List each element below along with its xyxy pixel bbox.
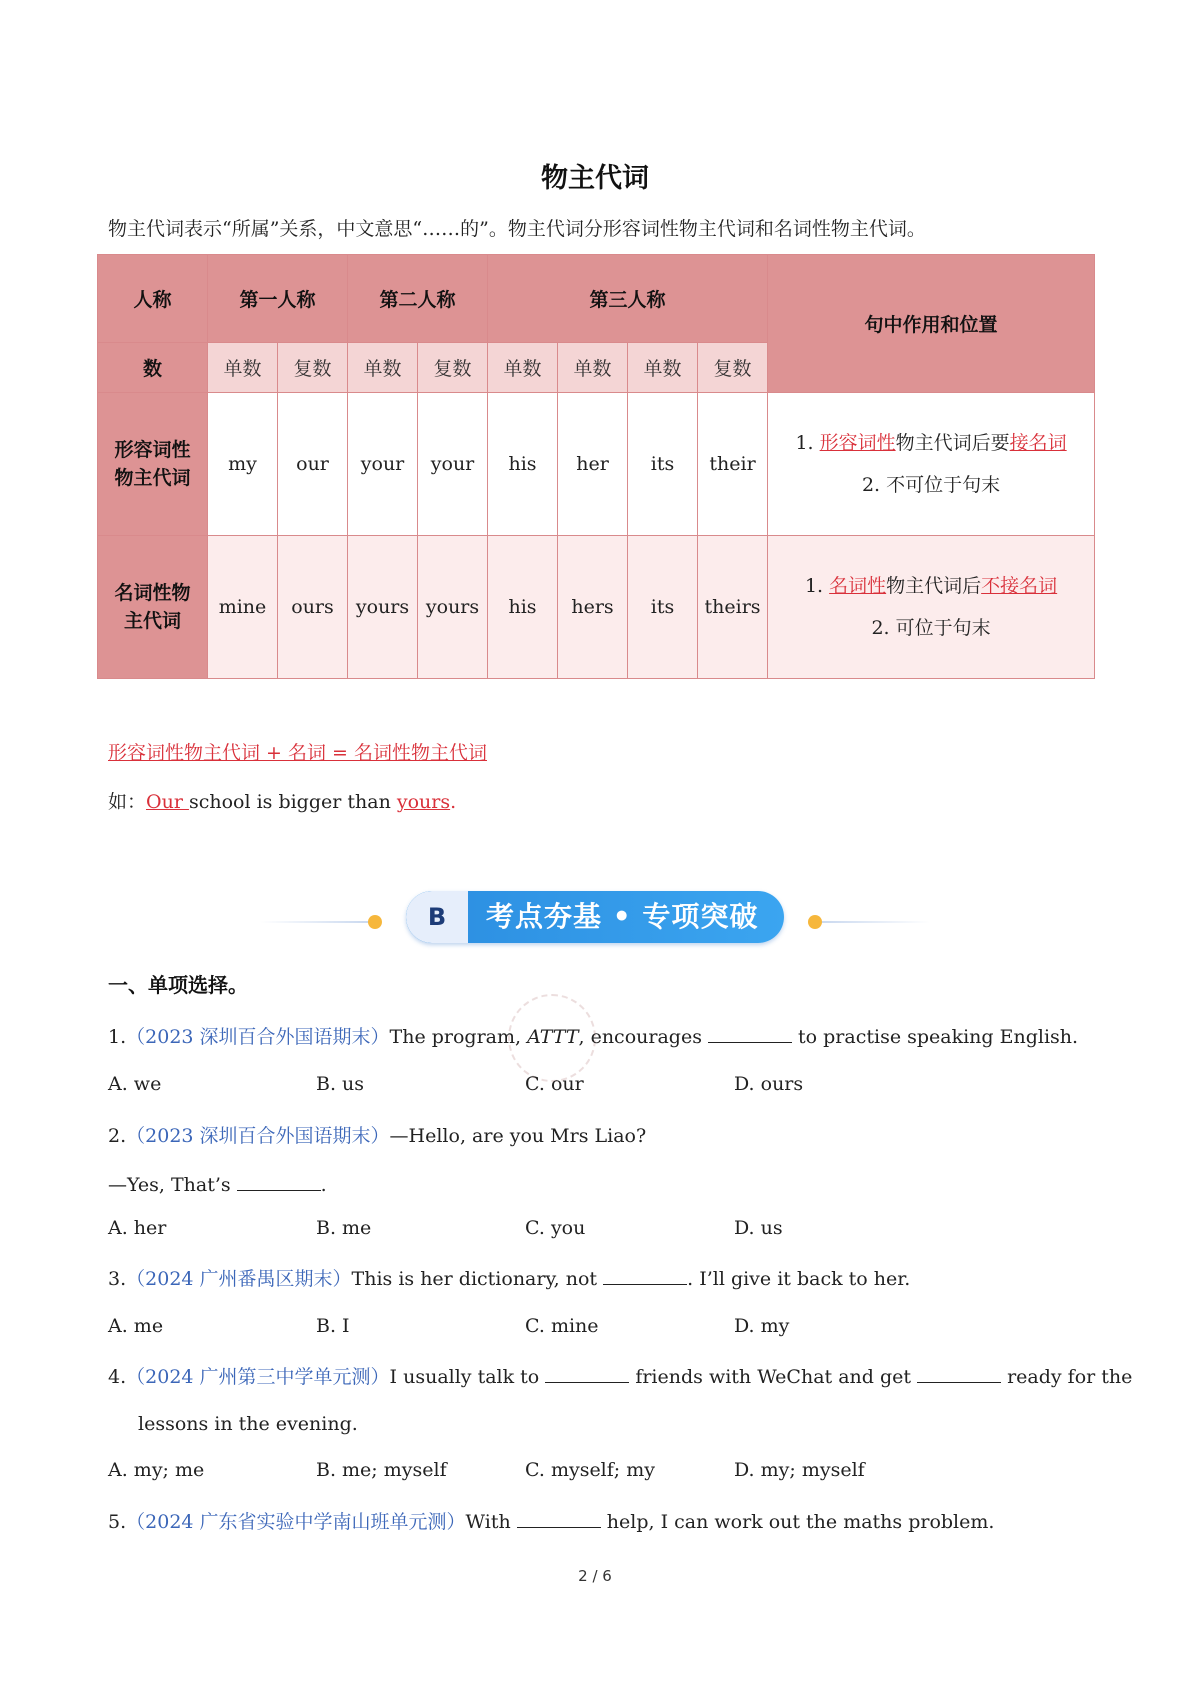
pronoun-cell: your <box>348 393 418 536</box>
usage-line-2: 2. 可位于句末 <box>871 617 991 639</box>
option[interactable]: D. us <box>734 1217 783 1239</box>
pronoun-cell: its <box>628 536 698 679</box>
number-cell: 单数 <box>628 343 698 393</box>
banner-text: 考点夯基 • 专项突破 <box>486 900 759 933</box>
header-row <box>98 255 1095 343</box>
option[interactable]: A. me <box>108 1315 164 1337</box>
option[interactable]: D. my <box>734 1315 790 1337</box>
banner-pill <box>406 891 784 943</box>
question-3: 3.（2024 广州番禺区期末）This is her dictionary, not . I’ll give it back to her. <box>108 1268 911 1290</box>
pronoun-cell: his <box>488 536 558 679</box>
pronoun-cell: hers <box>558 536 628 679</box>
header-number: 数 <box>98 343 208 393</box>
number-cell: 单数 <box>208 343 278 393</box>
banner-dot-right <box>808 915 822 929</box>
noun-row <box>98 536 1095 679</box>
usage-line-1: 1. 形容词性物主代词后要接名词 <box>795 432 1067 454</box>
number-cell: 复数 <box>278 343 348 393</box>
usage-line-2: 2. 不可位于句末 <box>861 474 1001 496</box>
banner-line-right <box>820 921 930 923</box>
intro-text: 物主代词表示“所属”关系，中文意思“……的”。物主代词分形容词性物主代词和名词性物主代词。 <box>108 218 926 240</box>
header-person: 人称 <box>98 255 208 343</box>
option[interactable]: B. us <box>316 1073 365 1095</box>
pronoun-cell: my <box>208 393 278 536</box>
number-cell: 复数 <box>698 343 768 393</box>
option[interactable]: C. you <box>525 1217 586 1239</box>
adjective-row <box>98 393 1095 536</box>
answer-blank[interactable] <box>237 1172 321 1191</box>
pronoun-cell: ours <box>278 536 348 679</box>
pronoun-cell: your <box>418 393 488 536</box>
option[interactable]: B. I <box>316 1315 350 1337</box>
header-first-person: 第一人称 <box>208 255 348 343</box>
formula-text: 形容词性物主代词 + 名词 = 名词性物主代词 <box>108 742 487 764</box>
banner-letter: B <box>406 891 468 943</box>
answer-blank[interactable] <box>917 1364 1001 1383</box>
section-title: 一、单项选择。 <box>108 973 248 997</box>
question-4: 4.（2024 广州第三中学单元测）I usually talk to friends with WeChat and get ready for the <box>108 1366 1133 1388</box>
answer-blank[interactable] <box>603 1266 687 1285</box>
section-banner <box>260 885 930 947</box>
option[interactable]: C. our <box>525 1073 584 1095</box>
question-2: 2.（2023 深圳百合外国语期末）—Hello, are you Mrs Liao? <box>108 1125 647 1147</box>
adjective-label: 形容词性物主代词 <box>98 393 208 536</box>
page-title: 物主代词 <box>541 163 649 194</box>
question-2-line-2: —Yes, That’s . <box>108 1174 327 1196</box>
pronoun-cell: its <box>628 393 698 536</box>
option[interactable]: B. me <box>316 1217 372 1239</box>
number-cell: 复数 <box>418 343 488 393</box>
usage-line-1: 1. 名词性物主代词后不接名词 <box>804 575 1058 597</box>
page-number: 2 / 6 <box>578 1567 612 1585</box>
answer-blank[interactable] <box>517 1509 601 1528</box>
pronoun-cell: mine <box>208 536 278 679</box>
option[interactable]: D. my; myself <box>734 1459 865 1481</box>
option[interactable]: A. my; me <box>108 1459 205 1481</box>
question-5: 5.（2024 广东省实验中学南山班单元测）With help, I can work out the maths problem. <box>108 1511 995 1533</box>
option[interactable]: A. we <box>108 1073 162 1095</box>
pronoun-cell: theirs <box>698 536 768 679</box>
pronoun-cell: her <box>558 393 628 536</box>
header-third-person: 第三人称 <box>488 255 768 343</box>
answer-blank[interactable] <box>708 1024 792 1043</box>
option[interactable]: D. ours <box>734 1073 804 1095</box>
adjective-usage <box>768 393 1095 536</box>
banner-dot-left <box>368 915 382 929</box>
banner-line-left <box>260 921 370 923</box>
pronoun-cell: yours <box>418 536 488 679</box>
answer-blank[interactable] <box>545 1364 629 1383</box>
noun-label: 名词性物主代词 <box>98 536 208 679</box>
pronoun-table <box>97 254 1095 679</box>
option[interactable]: B. me; myself <box>316 1459 447 1481</box>
pronoun-cell: their <box>698 393 768 536</box>
noun-usage <box>768 536 1095 679</box>
pronoun-cell: our <box>278 393 348 536</box>
pronoun-cell: his <box>488 393 558 536</box>
example-sentence: 如：Our school is bigger than yours. <box>108 791 457 813</box>
pronoun-cell: yours <box>348 536 418 679</box>
question-4-line-2: lessons in the evening. <box>138 1413 358 1435</box>
number-cell: 单数 <box>488 343 558 393</box>
option[interactable]: A. her <box>108 1217 167 1239</box>
header-usage: 句中作用和位置 <box>768 255 1095 393</box>
question-1: 1.（2023 深圳百合外国语期末）The program, ATTT, encourages to practise speaking English. <box>108 1026 1079 1048</box>
option[interactable]: C. mine <box>525 1315 599 1337</box>
option[interactable]: C. myself; my <box>525 1459 655 1481</box>
number-cell: 单数 <box>348 343 418 393</box>
number-cell: 单数 <box>558 343 628 393</box>
header-second-person: 第二人称 <box>348 255 488 343</box>
